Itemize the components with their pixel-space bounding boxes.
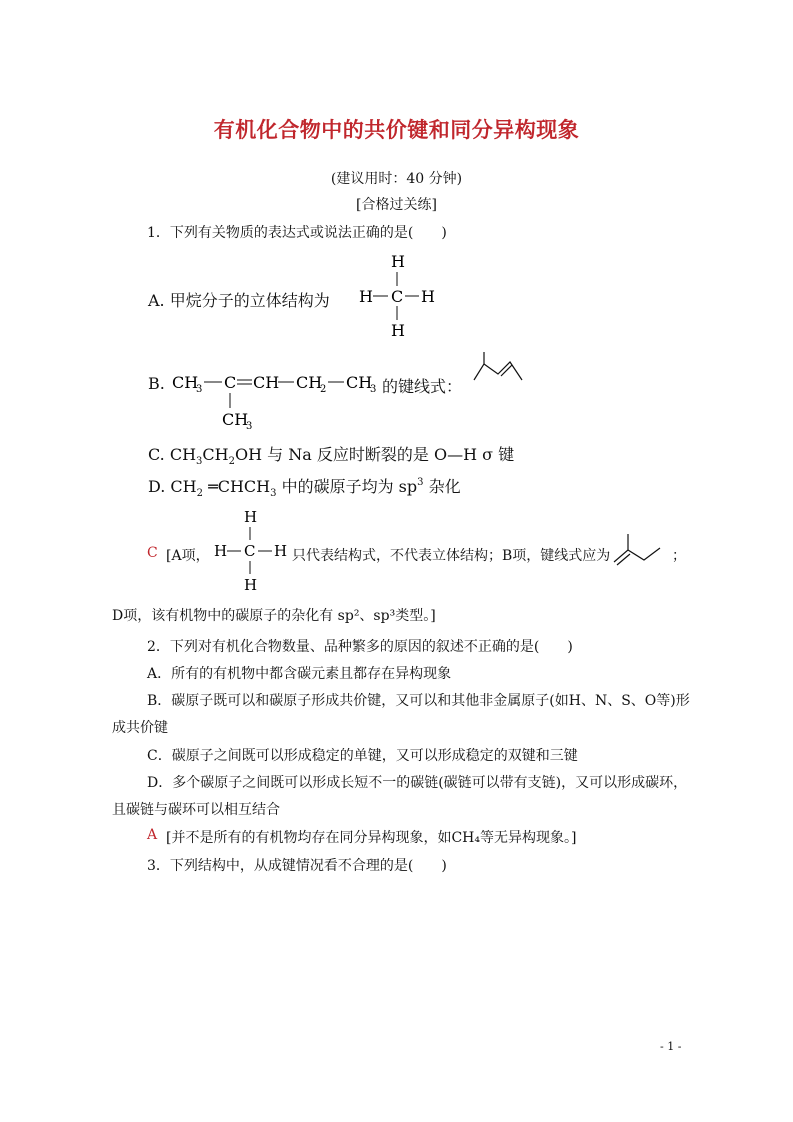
q2-option-c: C．碳原子之间既可以形成稳定的单键，又可以形成稳定的双键和三键 [147, 748, 578, 764]
q2-option-a: A．所有的有机物中都含碳元素且都存在异构现象 [147, 666, 452, 682]
methane-structure-answer [210, 506, 294, 598]
q1-answer-text-2: 只代表结构式，不代表立体结构；B项，键线式应为 [292, 548, 611, 564]
svg-text:H: H [421, 287, 435, 306]
q2-stem: 2．下列对有机化合物数量、品种繁多的原因的叙述不正确的是( ) [147, 639, 573, 655]
svg-text:CH: CH [172, 373, 199, 392]
q2-option-b-line-1: B．碳原子既可以和碳原子形成共价键，又可以和其他非金属原子(如H、N、S、O等)形 [147, 693, 690, 709]
svg-text:H: H [214, 542, 228, 560]
svg-text:2: 2 [320, 384, 327, 395]
svg-text:H: H [244, 576, 258, 594]
q2-option-d-line-2: 且碳链与碳环可以相互结合 [112, 802, 280, 818]
svg-text:H: H [244, 508, 258, 526]
section-label: [合格过关练] [356, 197, 437, 213]
q1-stem: 1．下列有关物质的表达式或说法正确的是( ) [147, 225, 447, 241]
svg-text:H: H [391, 321, 405, 340]
q1-answer-text-1: [A项， [166, 548, 210, 564]
page-number: - 1 - [660, 1040, 682, 1053]
suggested-time: (建议用时：40 分钟) [330, 171, 463, 187]
svg-text:H: H [274, 542, 288, 560]
q2-option-b-line-2: 成共价键 [112, 720, 168, 736]
q2-answer-text: [并不是所有的有机物均存在同分异构现象，如CH₄等无异构现象。] [166, 830, 577, 846]
q1-answer-text-3: ； [672, 548, 686, 564]
q1-option-d: D. $CH_2$ $═CHCH_3$ 中的碳原子均为 $sp^3$ 杂化 [148, 477, 461, 499]
svg-text:H: H [359, 287, 373, 306]
svg-text:CH: CH [222, 410, 249, 429]
option-b-condensed-formula [170, 360, 410, 432]
svg-text:H: H [391, 252, 405, 271]
q3-stem: 3．下列结构中，从成键情况看不合理的是( ) [147, 858, 447, 874]
page-title: 有机化合物中的共价键和同分异构现象 [213, 117, 580, 142]
methane-structural-formula [355, 248, 445, 344]
q2-answer-letter: A [147, 827, 158, 843]
svg-text:3: 3 [196, 384, 203, 395]
svg-text:CH: CH [253, 373, 280, 392]
svg-text:C: C [244, 542, 256, 560]
q1-option-b-label: B. [148, 374, 165, 393]
svg-text:3: 3 [246, 421, 253, 432]
q1-answer-letter: C [147, 545, 158, 561]
svg-text:3: 3 [370, 384, 377, 395]
corrected-skeletal-formula [610, 530, 666, 570]
q1-option-a: A. 甲烷分子的立体结构为 [148, 291, 330, 310]
svg-text:C: C [224, 373, 237, 392]
svg-text:C: C [391, 287, 404, 306]
option-b-skeletal-formula [468, 348, 528, 388]
q1-answer-line-2: D项，该有机物中的碳原子的杂化有 sp²、sp³类型。] [112, 608, 436, 624]
q1-option-b-suffix: 的键线式： [382, 377, 463, 396]
q1-option-c: C. $CH_3CH_2OH$ 与 Na 反应时断裂的是 O—H σ 键 [148, 445, 515, 467]
svg-text:CH: CH [346, 373, 373, 392]
svg-text:CH: CH [296, 373, 323, 392]
q2-option-d-line-1: D．多个碳原子之间既可以形成长短不一的碳链(碳链可以带有支链)，又可以形成碳环， [147, 775, 688, 791]
